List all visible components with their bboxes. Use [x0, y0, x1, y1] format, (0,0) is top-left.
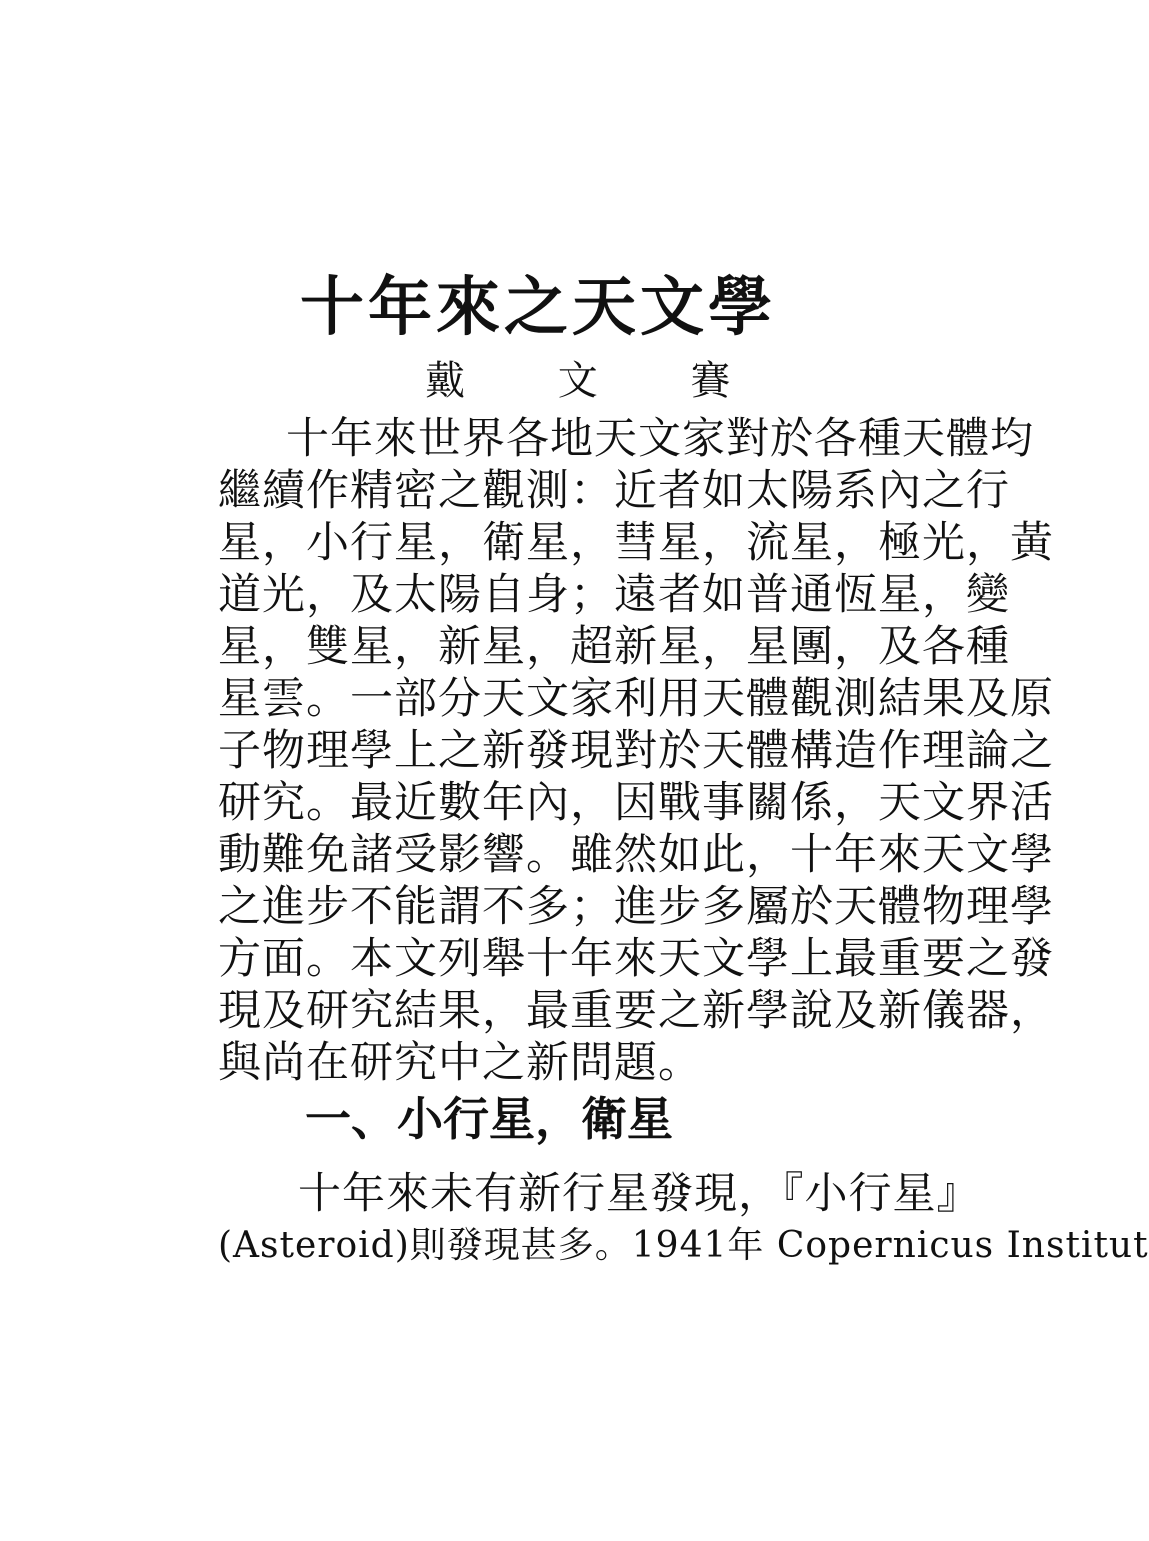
section-paragraph — [218, 1168, 1149, 1272]
paragraph-line: (Asteroid)則發現甚多。1941年 Copernicus Institut — [218, 1225, 1149, 1266]
paragraph-line: 之進步不能謂不多；進步多屬於天體物理學 — [218, 882, 1054, 932]
paragraph-line: 方面。本文列舉十年來天文學上最重要之發 — [218, 934, 1054, 984]
paragraph-line: 子物理學上之新發現對於天體構造作理論之 — [218, 726, 1054, 776]
paragraph-line: 星，小行星，衛星，彗星，流星，極光，黃 — [218, 518, 1054, 568]
paragraph-line: 繼續作精密之觀測：近者如太陽系內之行 — [218, 466, 1010, 516]
article-title: 十年來之天文學 — [300, 270, 776, 345]
paragraph-line: 現及研究結果，最重要之新學說及新儀器， — [218, 986, 1054, 1036]
paragraph-line: 研究。最近數年內，因戰事關係，天文界活 — [218, 778, 1054, 828]
paragraph-line: 星雲。一部分天文家利用天體觀測結果及原 — [218, 674, 1054, 724]
section-heading: 一、小行星，衛星 — [305, 1092, 673, 1146]
paragraph-line: 十年來世界各地天文家對於各種天體均 — [286, 414, 1034, 464]
paragraph-line: 動難免諸受影響。雖然如此，十年來天文學 — [218, 830, 1054, 880]
article-author: 戴 文 賽 — [425, 358, 771, 404]
paragraph-line: 與尚在研究中之新問題。 — [218, 1038, 702, 1088]
paragraph-line: 道光，及太陽自身；遠者如普通恆星，變 — [218, 570, 1010, 620]
paragraph-line: 十年來未有新行星發現，『小行星』 — [298, 1169, 981, 1219]
intro-paragraph — [218, 413, 1054, 1089]
paragraph-line: 星，雙星，新星，超新星，星團，及各種 — [218, 622, 1010, 672]
